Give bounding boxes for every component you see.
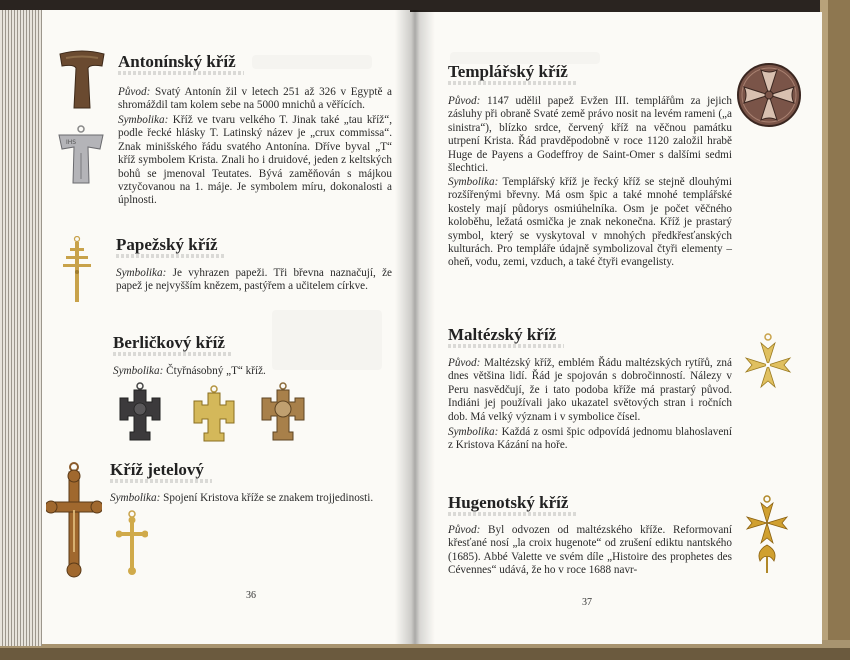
paragraph-templarsky-symbolika — [448, 176, 732, 270]
tau-cross-icon — [58, 50, 106, 110]
text-symbolika: Templářský kříž je řecký kříž se stejně dlouhými rozšířenými břevny. Má osm špic a také mnohé templářské kostely mají půdorys osmiúhelníka. Osm je počet věčného koloběhu, ležatá osmička je znak nekonečna. Kříž je prastarý symbol, který se vyskytoval v mnohých předkřesťanských kulturách. Pro templáře údajně symbolizoval čtyři elementy – oheň, vodu, zemi, vzduch, a také čtyři evangelisty. — [448, 176, 732, 269]
paragraph-jetelovy-symbolika — [110, 492, 396, 505]
text-puvod: Maltézský kříž, emblém Řádu maltézských rytířů, zná dnes většina lidí. Řád je spojován s dobročinností. Nálezy v Peru nasvědčují, že i tato podoba kříže má prastarý původ. Indiáni jej používali jako ukazatel světových stran i ročních dob. Má velký význam i v symbolice čísel. — [448, 357, 732, 423]
paragraph-maltezsky-symbolika — [448, 426, 732, 453]
paragraph-maltezsky-puvod — [448, 357, 732, 424]
tau-medal-icon — [56, 125, 106, 187]
label-puvod: Původ: — [448, 95, 481, 107]
text-puvod: Byl odvozen od maltézského kříže. Reformovaní křesťané nosí „la croix hugenote“ od zrušení ediktu nantského (1685). Abbé Valette ve svém díle „Histoire des prophetes des Cévennes“ udává, že ho v roce 1688 navr- — [448, 524, 733, 577]
paragraph-papezsky-symbolika — [116, 267, 392, 294]
trefoil-cross-icon — [116, 510, 148, 576]
text-symbolika: Čtyřnásobný „T“ kříž. — [166, 365, 266, 377]
text-symbolika: Je vyhrazen papeži. Tři břevna naznačují, že papež je nejvyšším knězem, pastýřem a učitelem církve. — [116, 267, 393, 293]
section-title-maltezsky: Maltézský kříž — [448, 325, 557, 344]
page-number-left: 36 — [246, 590, 256, 601]
paragraph-antoninsky-symbolika — [118, 114, 392, 208]
section-title-papezsky: Papežský kříž — [116, 235, 218, 254]
bleed-through — [272, 310, 382, 370]
paragraph-antoninsky-puvod — [118, 86, 392, 113]
section-title-templarsky: Templářský kříž — [448, 62, 568, 81]
label-puvod: Původ: — [118, 86, 151, 98]
section-title-jetelovy: Kříž jetelový — [110, 460, 204, 479]
page-number-right: 37 — [582, 597, 592, 608]
section-title-antoninsky: Antonínský kříž — [118, 52, 236, 71]
label-puvod: Původ: — [448, 524, 481, 536]
text-puvod: Svatý Antonín žil v letech 251 až 326 v Egyptě a shromáždil tam kolem sebe na 5000 mnichů a věřících. — [118, 86, 393, 112]
book-cover-edge — [820, 0, 850, 660]
label-symbolika: Symbolika: — [118, 114, 169, 126]
section-title-hugenotsky: Hugenotský kříž — [448, 493, 569, 512]
label-symbolika: Symbolika: — [110, 492, 161, 504]
section-title-berlickovy: Berličkový kříž — [113, 333, 225, 352]
huguenot-cross-icon — [744, 495, 790, 577]
maltese-cross-icon — [744, 333, 792, 391]
trefoil-cross-icon — [46, 462, 102, 580]
text-symbolika: Kříž ve tvaru velkého T. Jinak také „tau kříž“, podle řecké hlásky T. Latinský název je „crux commissa“. Znak minišského řádu svatého Antonína. Dříve byval „T“ kříž symbolem Krista. Znali ho i druidové, jeden z keltských bohů se jmenoval Teutates. Bývá zaměňován s májkou vztyčovanou na 1. máje. Je symbolem míru, dokonalosti a úplnosti. — [118, 114, 392, 207]
paragraph-berlickovy-symbolika — [113, 365, 393, 378]
paragraph-templarsky-puvod — [448, 95, 732, 175]
label-symbolika: Symbolika: — [116, 267, 167, 279]
crutch-cross-icon — [190, 385, 238, 445]
templar-cross-medal-icon — [736, 62, 802, 128]
book-gutter — [395, 10, 435, 644]
label-symbolika: Symbolika: — [448, 176, 499, 188]
paragraph-hugenotsky-puvod — [448, 524, 732, 578]
papal-cross-icon — [62, 236, 92, 304]
label-symbolika: Symbolika: — [448, 426, 499, 438]
svg-text:IHS: IHS — [66, 139, 77, 146]
text-puvod: 1147 udělil papež Evžen III. templářům za jejich zásluhy při obraně Svaté země právo nosit na levém rameni („a sinistra“), blízko srdce, červený kříž na věčnou památku utrpení Krista. Řád pravděpodobně v roce 1120 založil hrabě Huge de Payens a Godeffroy de Saint-Omer s dalšími sedmi šlechtici. — [448, 95, 732, 175]
text-symbolika: Spojení Kristova kříže se znakem trojjedinosti. — [163, 492, 374, 504]
crutch-cross-icon — [116, 382, 164, 446]
label-puvod: Původ: — [448, 357, 481, 369]
text-symbolika: Každá z osmi špic odpovídá jednomu blahoslavení z Kristova Kázání na hoře. — [448, 426, 732, 452]
label-symbolika: Symbolika: — [113, 365, 164, 377]
crutch-cross-icon — [258, 382, 308, 446]
page-stack-edges — [0, 10, 42, 646]
bleed-through — [252, 55, 372, 69]
